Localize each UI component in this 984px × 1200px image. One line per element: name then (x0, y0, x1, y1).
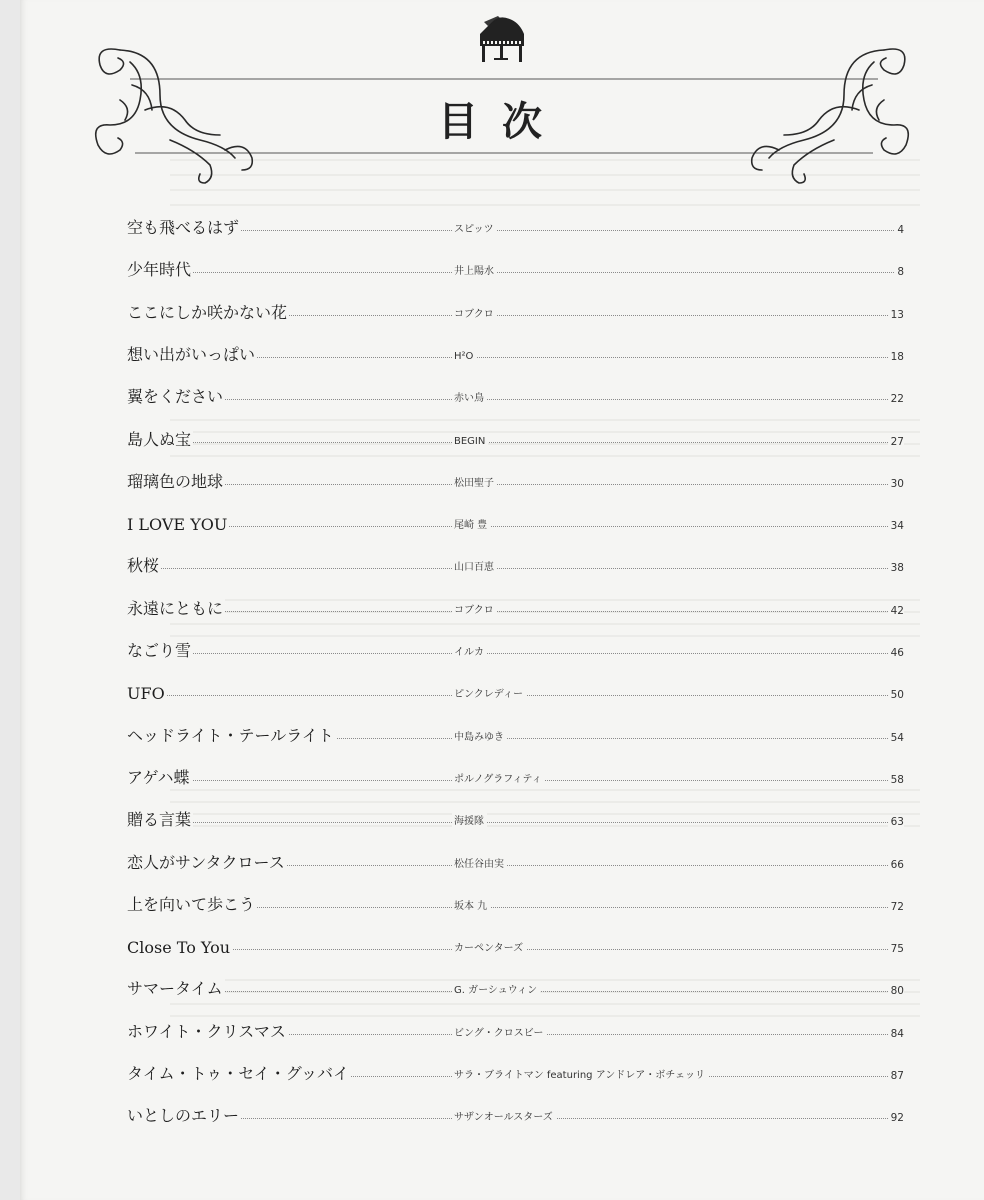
toc-page (20, 0, 984, 1200)
toc-row (20, 627, 984, 667)
song-title: 永遠にともに (127, 596, 225, 619)
toc-row (20, 289, 984, 329)
artist-name: BEGIN (452, 436, 488, 447)
page-number: 66 (888, 859, 904, 871)
artist-name: サラ・ブライトマン featuring アンドレア・ボチェッリ (452, 1066, 708, 1081)
page-title: 目次 (438, 98, 566, 145)
dot-leader (130, 526, 904, 527)
toc-list (20, 0, 984, 1200)
page-number: 46 (888, 647, 904, 659)
song-title: 少年時代 (127, 257, 193, 280)
toc-row (20, 839, 984, 879)
song-title: 島人ぬ宝 (127, 427, 193, 450)
song-title: 瑠璃色の地球 (127, 469, 225, 492)
dot-leader (130, 568, 904, 569)
toc-row (20, 881, 984, 921)
toc-row (20, 585, 984, 625)
song-title: 空も飛べるはず (127, 215, 241, 238)
song-title: 翼をください (127, 384, 225, 407)
page-number: 80 (888, 985, 904, 997)
toc-row (20, 204, 984, 244)
page-number: 30 (888, 478, 904, 490)
page-number: 63 (888, 816, 904, 828)
page-number: 87 (888, 1070, 904, 1082)
song-title: なごり雪 (127, 638, 193, 661)
artist-name: イルカ (452, 643, 487, 658)
dot-leader (130, 653, 904, 654)
song-title: 想い出がいっぱい (127, 342, 257, 365)
page-number: 18 (888, 351, 904, 363)
toc-row (20, 965, 984, 1005)
toc-row (20, 1050, 984, 1090)
page-number: 50 (888, 689, 904, 701)
toc-row (20, 1008, 984, 1048)
artist-name: 井上陽水 (452, 262, 497, 277)
song-title: Close To You (127, 938, 231, 958)
artist-name: 赤い鳥 (452, 389, 487, 404)
artist-name: 松田聖子 (452, 474, 497, 489)
artist-name: 山口百恵 (452, 558, 497, 573)
song-title: I LOVE YOU (127, 515, 228, 535)
artist-name: 松任谷由実 (452, 855, 507, 870)
page-number: 38 (888, 562, 904, 574)
dot-leader (130, 399, 904, 400)
artist-name: 坂本 九 (452, 897, 490, 912)
page-number: 75 (888, 943, 904, 955)
page-number: 27 (888, 436, 904, 448)
dot-leader (130, 230, 904, 231)
page-number: 54 (888, 732, 904, 744)
dot-leader (130, 442, 904, 443)
page-number: 58 (888, 774, 904, 786)
toc-row (20, 923, 984, 963)
toc-row (20, 500, 984, 540)
artist-name: ピンクレディー (452, 685, 526, 700)
artist-name: 尾崎 豊 (452, 516, 490, 531)
toc-row (20, 458, 984, 498)
page-number: 4 (894, 224, 904, 236)
song-title: アゲハ蝶 (127, 765, 192, 788)
artist-name: G. ガーシュウィン (452, 981, 540, 996)
artist-name: ビング・クロスビー (452, 1024, 546, 1039)
page-number: 42 (888, 605, 904, 617)
artist-name: ポルノグラフィティ (452, 770, 545, 785)
song-title: ヘッドライト・テールライト (127, 723, 336, 746)
artist-name: 中島みゆき (452, 728, 507, 743)
artist-name: スピッツ (452, 220, 497, 235)
song-title: タイム・トゥ・セイ・グッバイ (127, 1061, 351, 1084)
page-number: 13 (888, 309, 904, 321)
toc-row (20, 246, 984, 286)
toc-row (20, 669, 984, 709)
dot-leader (130, 484, 904, 485)
page-number: 22 (888, 393, 904, 405)
page-number: 92 (888, 1112, 904, 1124)
toc-row (20, 712, 984, 752)
page-number: 8 (894, 266, 904, 278)
song-title: ホワイト・クリスマス (127, 1019, 288, 1042)
toc-row (20, 754, 984, 794)
dot-leader (130, 611, 904, 612)
dot-leader (130, 822, 904, 823)
toc-row (20, 542, 984, 582)
song-title: 贈る言葉 (127, 807, 193, 830)
page-number: 72 (888, 901, 904, 913)
song-title: ここにしか咲かない花 (127, 300, 289, 323)
toc-row (20, 373, 984, 413)
song-title: サマータイム (127, 976, 225, 999)
artist-name: 海援隊 (452, 812, 487, 827)
page-number: 34 (888, 520, 904, 532)
song-title: 秋桜 (127, 553, 161, 576)
song-title: 恋人がサンタクロース (127, 850, 287, 873)
song-title: UFO (127, 684, 165, 704)
artist-name: カーペンターズ (452, 939, 526, 954)
artist-name: サザンオールスターズ (452, 1108, 556, 1123)
page-number: 84 (888, 1028, 904, 1040)
toc-row (20, 331, 984, 371)
artist-name: コブクロ (452, 601, 497, 616)
song-title: 上を向いて歩こう (127, 892, 257, 915)
artist-name: コブクロ (452, 305, 497, 320)
toc-row (20, 1092, 984, 1132)
dot-leader (130, 272, 904, 273)
song-title: いとしのエリー (127, 1103, 241, 1126)
artist-name: H²O (452, 351, 476, 362)
toc-row (20, 796, 984, 836)
toc-row (20, 416, 984, 456)
